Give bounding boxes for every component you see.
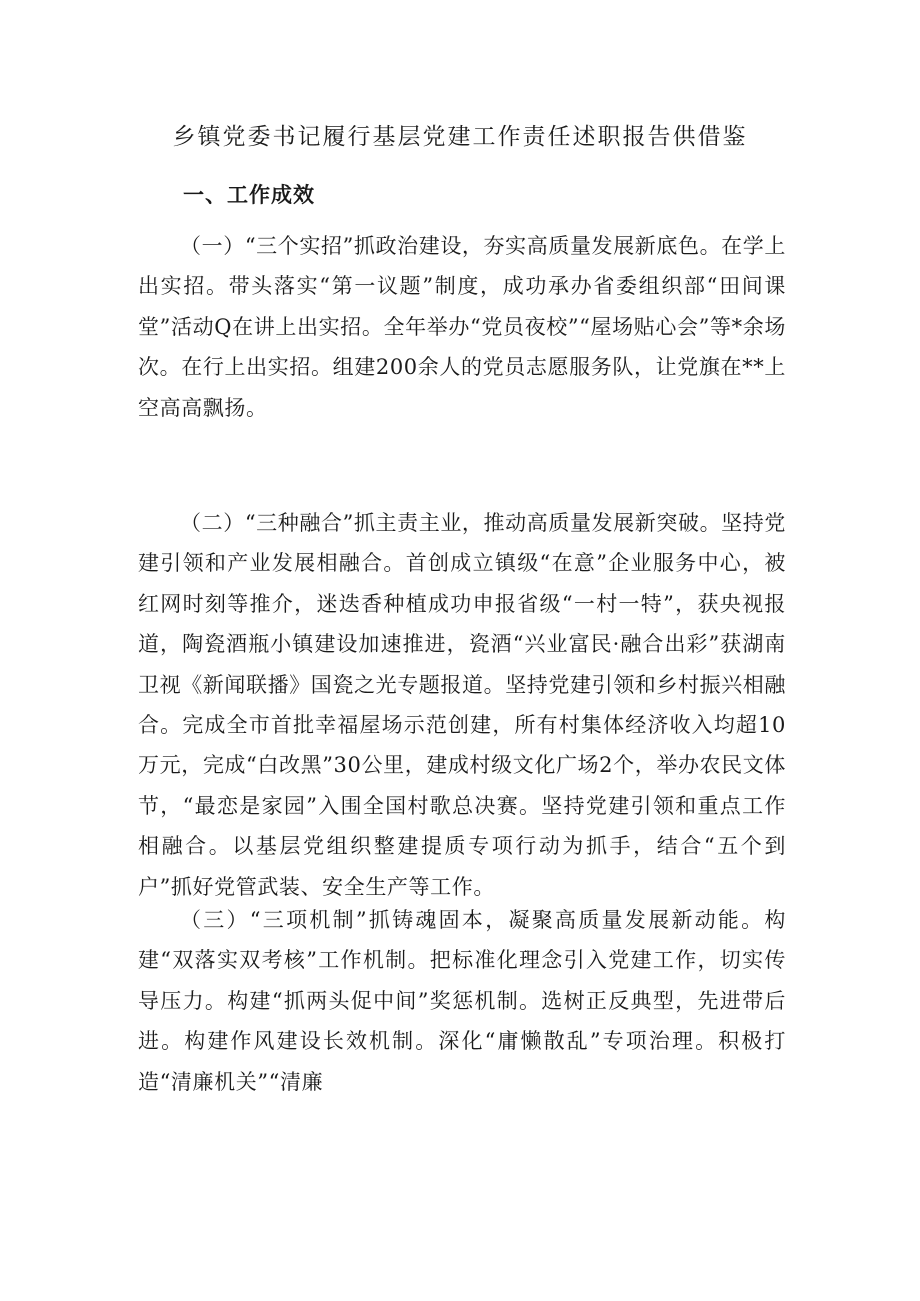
section-heading: 一、工作成效: [183, 182, 315, 207]
paragraph-political-building: （一）“三个实招”抓政治建设，夯实高质量发展新底色。在学上出实招。带头落实“第一议题”制度，成功承办省委组织部“田间课堂”活动Q在讲上出实招。全年举办“党员夜校”“屋场贴心会”等*余场次。在行上出实招。组建200余人的党员志愿服务队，让党旗在**上空高高飘扬。: [138, 234, 786, 420]
paragraph-mechanisms: （三）“三项机制”抓铸魂固本，凝聚高质量发展新动能。构建“双落实双考核”工作机制。把标准化理念引入党建工作，切实传导压力。构建“抓两头促中间”奖惩机制。选树正反典型，先进带后进。构建作风建设长效机制。深化“庸懒散乱”专项治理。积极打造“清廉机关”“清廉: [138, 908, 786, 1094]
document-title: 乡镇党委书记履行基层党建工作责任述职报告供借鉴: [172, 124, 748, 150]
paragraph-main-responsibility: （二）“三种融合”抓主责主业，推动高质量发展新突破。坚持党建引领和产业发展相融合。首创成立镇级“在意”企业服务中心，被红网时刻等推介，迷迭香种植成功申报省级“一村一特”，获央视报道，陶瓷酒瓶小镇建设加速推进，瓷酒“兴业富民·融合出彩”获湖南卫视《新闻联播》国瓷之光专题报道。坚持党建引领和乡村振兴相融合。完成全市首批幸福屋场示范创建，所有村集体经济收入均超10万元，完成“白改黑”30公里，建成村级文化广场2个，举办农民文体节，“最恋是家园”入围全国村歌总决赛。坚持党建引领和重点工作相融合。以基层党组织整建提质专项行动为抓手，结合“五个到户”抓好党管武装、安全生产等工作。: [138, 511, 786, 899]
